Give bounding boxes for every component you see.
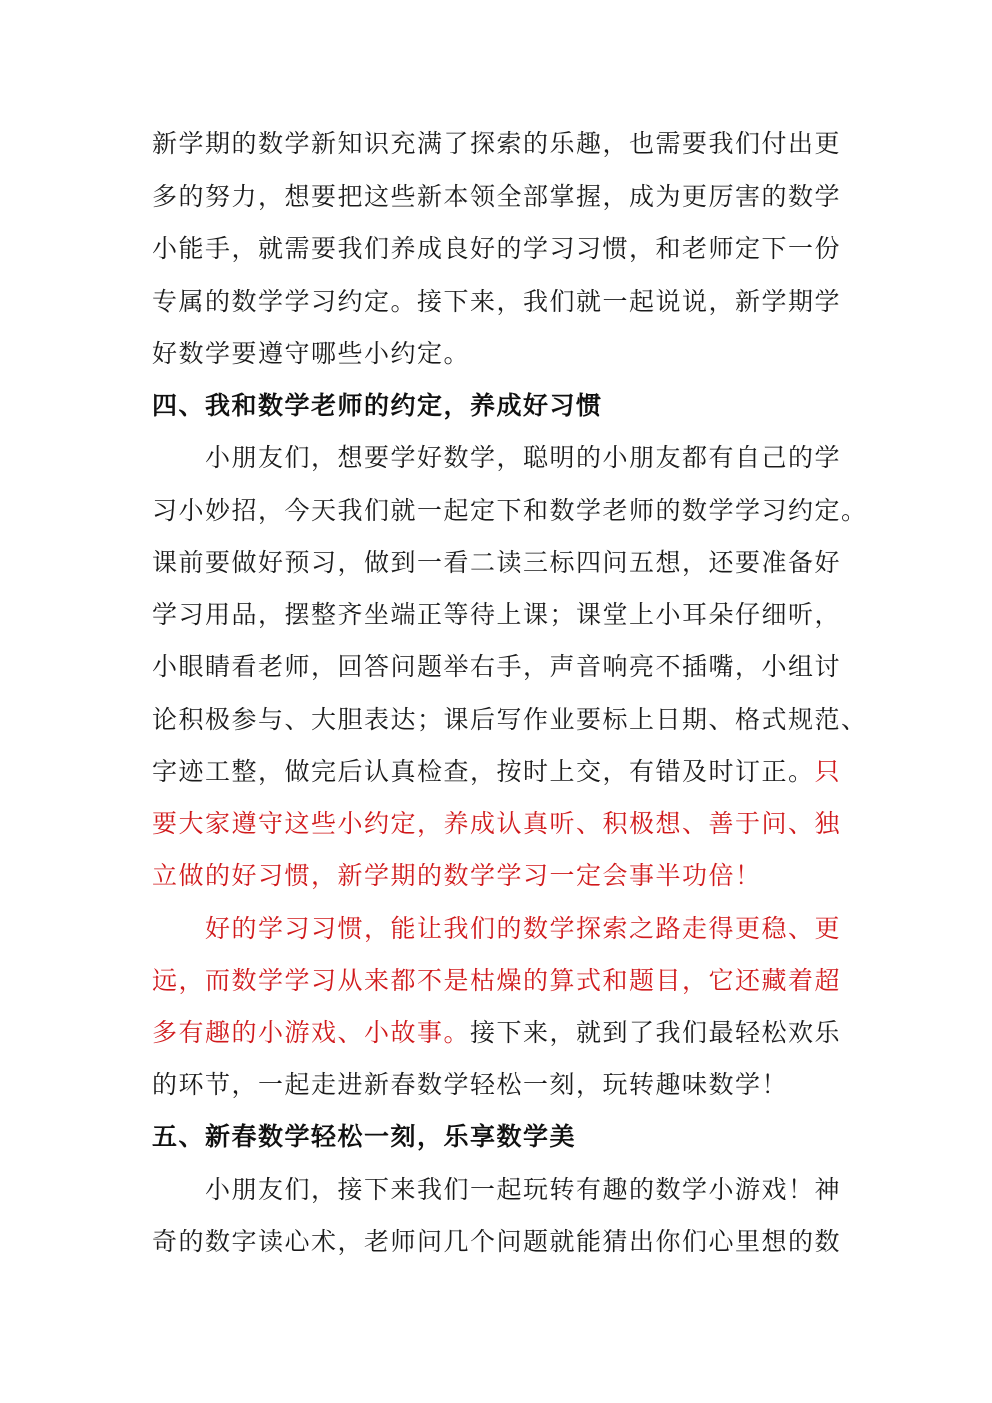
paragraph-line: 小能手，就需要我们养成良好的学习习惯，和老师定下一份 [152, 234, 842, 263]
paragraph-line-red: 要大家遵守这些小约定，养成认真听、积极想、善于问、独 [152, 809, 842, 838]
paragraph-line: 课前要做好预习，做到一看二读三标四问五想，还要准备好 [152, 548, 842, 577]
paragraph-line: 小眼睛看老师，回答问题举右手，声音响亮不插嘴，小组讨 [152, 652, 842, 681]
paragraph-line-mixed [152, 1013, 852, 1053]
black-text: 接下来，就到了我们最轻松欢乐 [470, 1018, 842, 1047]
red-text: 只 [814, 757, 842, 786]
red-text: 多有趣的小游戏、小故事。 [152, 1018, 471, 1047]
paragraph-line: 小朋友们，想要学好数学，聪明的小朋友都有自己的学 [205, 443, 842, 472]
paragraph-line: 论积极参与、大胆表达；课后写作业要标上日期、格式规范、 [152, 705, 868, 734]
section-heading-five: 五、新春数学轻松一刻，乐享数学美 [152, 1122, 577, 1151]
paragraph-line-mixed [152, 752, 852, 792]
paragraph-line: 新学期的数学新知识充满了探索的乐趣，也需要我们付出更 [152, 129, 842, 158]
paragraph-line-red: 立做的好习惯，新学期的数学学习一定会事半功倍！ [152, 861, 762, 890]
section-heading-four: 四、我和数学老师的约定，养成好习惯 [152, 391, 603, 420]
paragraph-line: 的环节，一起走进新春数学轻松一刻，玩转趣味数学！ [152, 1070, 789, 1099]
paragraph-line: 习小妙招，今天我们就一起定下和数学老师的数学学习约定。 [152, 496, 868, 525]
paragraph-line: 学习用品，摆整齐坐端正等待上课；课堂上小耳朵仔细听， [152, 600, 842, 629]
paragraph-line-red: 好的学习习惯，能让我们的数学探索之路走得更稳、更 [205, 914, 842, 943]
paragraph-line-red: 远，而数学学习从来都不是枯燥的算式和题目，它还藏着超 [152, 966, 842, 995]
paragraph-line: 奇的数字读心术，老师问几个问题就能猜出你们心里想的数 [152, 1227, 842, 1256]
paragraph-line: 好数学要遵守哪些小约定。 [152, 339, 471, 368]
paragraph-line: 多的努力，想要把这些新本领全部掌握，成为更厉害的数学 [152, 182, 842, 211]
paragraph-line: 小朋友们，接下来我们一起玩转有趣的数学小游戏！神 [205, 1175, 842, 1204]
black-text: 字迹工整，做完后认真检查，按时上交，有错及时订正。 [152, 757, 815, 786]
paragraph-line: 专属的数学学习约定。接下来，我们就一起说说，新学期学 [152, 287, 842, 316]
